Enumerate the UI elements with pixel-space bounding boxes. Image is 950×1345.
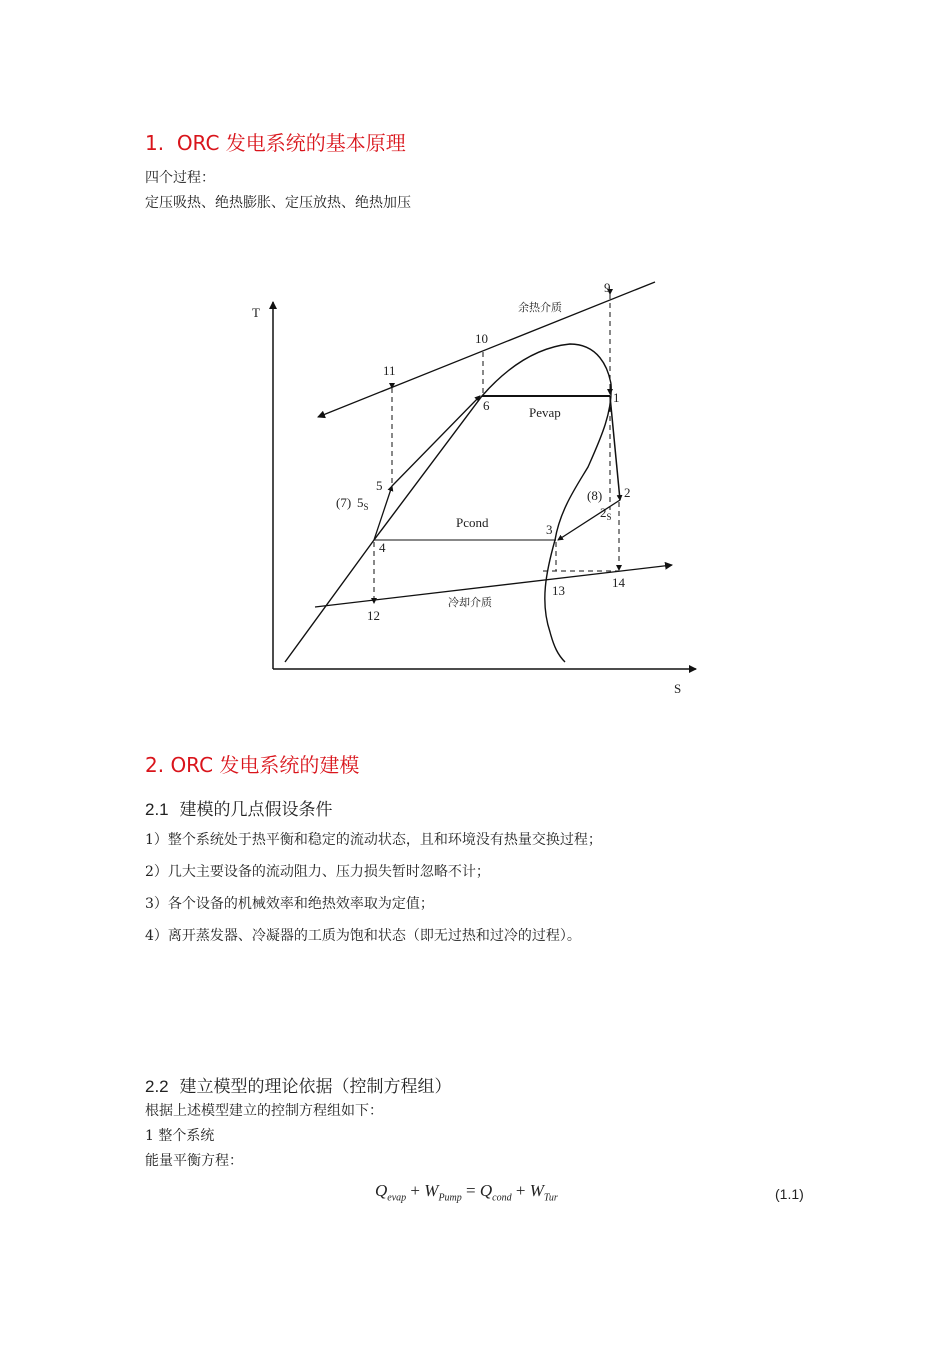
subsection-number: 2.2 <box>145 1077 169 1096</box>
pevap-label: Pevap <box>529 405 561 420</box>
line-5-6 <box>392 396 480 486</box>
heading-latin: ORC <box>176 131 220 155</box>
point-2s: $2_S$ <box>600 505 612 522</box>
section1-heading <box>145 127 406 156</box>
point-8: (8) <box>587 488 603 503</box>
axis-label-s: S <box>674 681 682 696</box>
point-4: 4 <box>379 540 386 555</box>
ts-diagram <box>240 272 710 702</box>
axis-label-t: T <box>252 305 260 320</box>
heading-latin: 2. ORC <box>145 753 214 777</box>
paragraph-energy-balance: 能量平衡方程： <box>145 1153 243 1169</box>
section2-heading <box>145 749 359 778</box>
subsection-title: 建模的几点假设条件 <box>179 800 333 820</box>
point-1: 1 <box>613 390 620 405</box>
point-5s: $5_S$ <box>357 495 369 512</box>
point-2: 2 <box>624 485 631 500</box>
assumption-item: 3）各个设备的机械效率和绝热效率取为定值； <box>145 896 434 912</box>
heading-number: 1. <box>145 131 165 155</box>
assumption-item: 4）离开蒸发器、冷凝器的工质为饱和状态（即无过热和过冷的过程）。 <box>145 928 581 944</box>
point-7: (7) <box>336 495 352 510</box>
paragraph-equations-intro: 根据上述模型建立的控制方程组如下： <box>145 1103 383 1119</box>
point-5: 5 <box>376 478 383 493</box>
cold-medium-label: 冷却介质 <box>448 596 492 609</box>
paragraph-four-processes: 四个过程： <box>145 170 215 186</box>
equation-energy-balance: $Q_{evap} + W_{Pump} = Q_{cond} + W_{Tur}$ <box>375 1181 558 1204</box>
hot-medium-label: 余热介质 <box>518 301 562 314</box>
point-14: 14 <box>612 575 625 590</box>
subsection-2-1 <box>145 795 332 820</box>
expansion-line <box>610 396 620 500</box>
assumption-item: 2）几大主要设备的流动阻力、压力损失暂时忽略不计； <box>145 864 490 880</box>
saturation-dome <box>285 344 611 662</box>
point-9: 9 <box>604 280 611 295</box>
heading-zh: 发电系统的建模 <box>219 753 360 777</box>
point-12: 12 <box>367 608 380 623</box>
subsection-number: 2.1 <box>145 800 169 819</box>
subsection-2-2 <box>145 1072 451 1097</box>
pcond-label: Pcond <box>456 515 489 530</box>
pump-line <box>374 486 392 540</box>
equation-number: (1.1) <box>775 1186 804 1202</box>
paragraph-process-list: 定压吸热、绝热膨胀、定压放热、绝热加压 <box>145 195 411 211</box>
assumption-item: 1）整个系统处于热平衡和稳定的流动状态，且和环境没有热量交换过程； <box>145 832 602 848</box>
point-10: 10 <box>475 331 488 346</box>
point-3: 3 <box>546 522 553 537</box>
heading-zh: 发电系统的基本原理 <box>225 131 406 155</box>
point-6: 6 <box>483 398 490 413</box>
point-13: 13 <box>552 583 565 598</box>
paragraph-whole-system: 1 整个系统 <box>145 1128 215 1144</box>
subsection-title: 建立模型的理论依据（控制方程组） <box>179 1077 452 1097</box>
point-11: 11 <box>383 363 396 378</box>
